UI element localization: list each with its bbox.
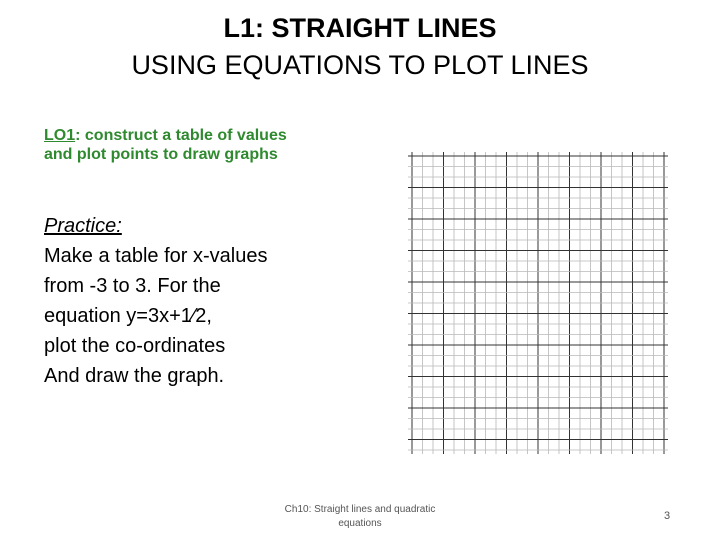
objective-text-1: : construct a table of values xyxy=(75,127,287,144)
page-number: 3 xyxy=(664,510,671,522)
graph-paper-grid xyxy=(408,152,668,454)
slide-title xyxy=(0,10,720,84)
objective-text-2: and plot points to draw graphs xyxy=(44,146,278,163)
practice-line: Make a table for x-values xyxy=(44,245,268,267)
practice-line: equation y=3x+1⁄2, xyxy=(44,305,212,327)
title-line-1: L1: STRAIGHT LINES xyxy=(223,13,497,43)
slide-footer xyxy=(265,503,455,531)
practice-heading: Practice: xyxy=(44,215,122,237)
practice-line: plot the co-ordinates xyxy=(44,335,226,357)
objective-code: LO1 xyxy=(44,127,76,144)
practice-line: And draw the graph. xyxy=(44,365,225,387)
footer-line-1: Ch10: Straight lines and quadratic xyxy=(284,504,436,515)
learning-objective xyxy=(44,126,287,164)
practice-line: from -3 to 3. For the xyxy=(44,275,221,297)
practice-task xyxy=(44,211,344,391)
footer-line-2: equations xyxy=(338,518,382,529)
title-line-2: USING EQUATIONS TO PLOT LINES xyxy=(131,50,589,80)
